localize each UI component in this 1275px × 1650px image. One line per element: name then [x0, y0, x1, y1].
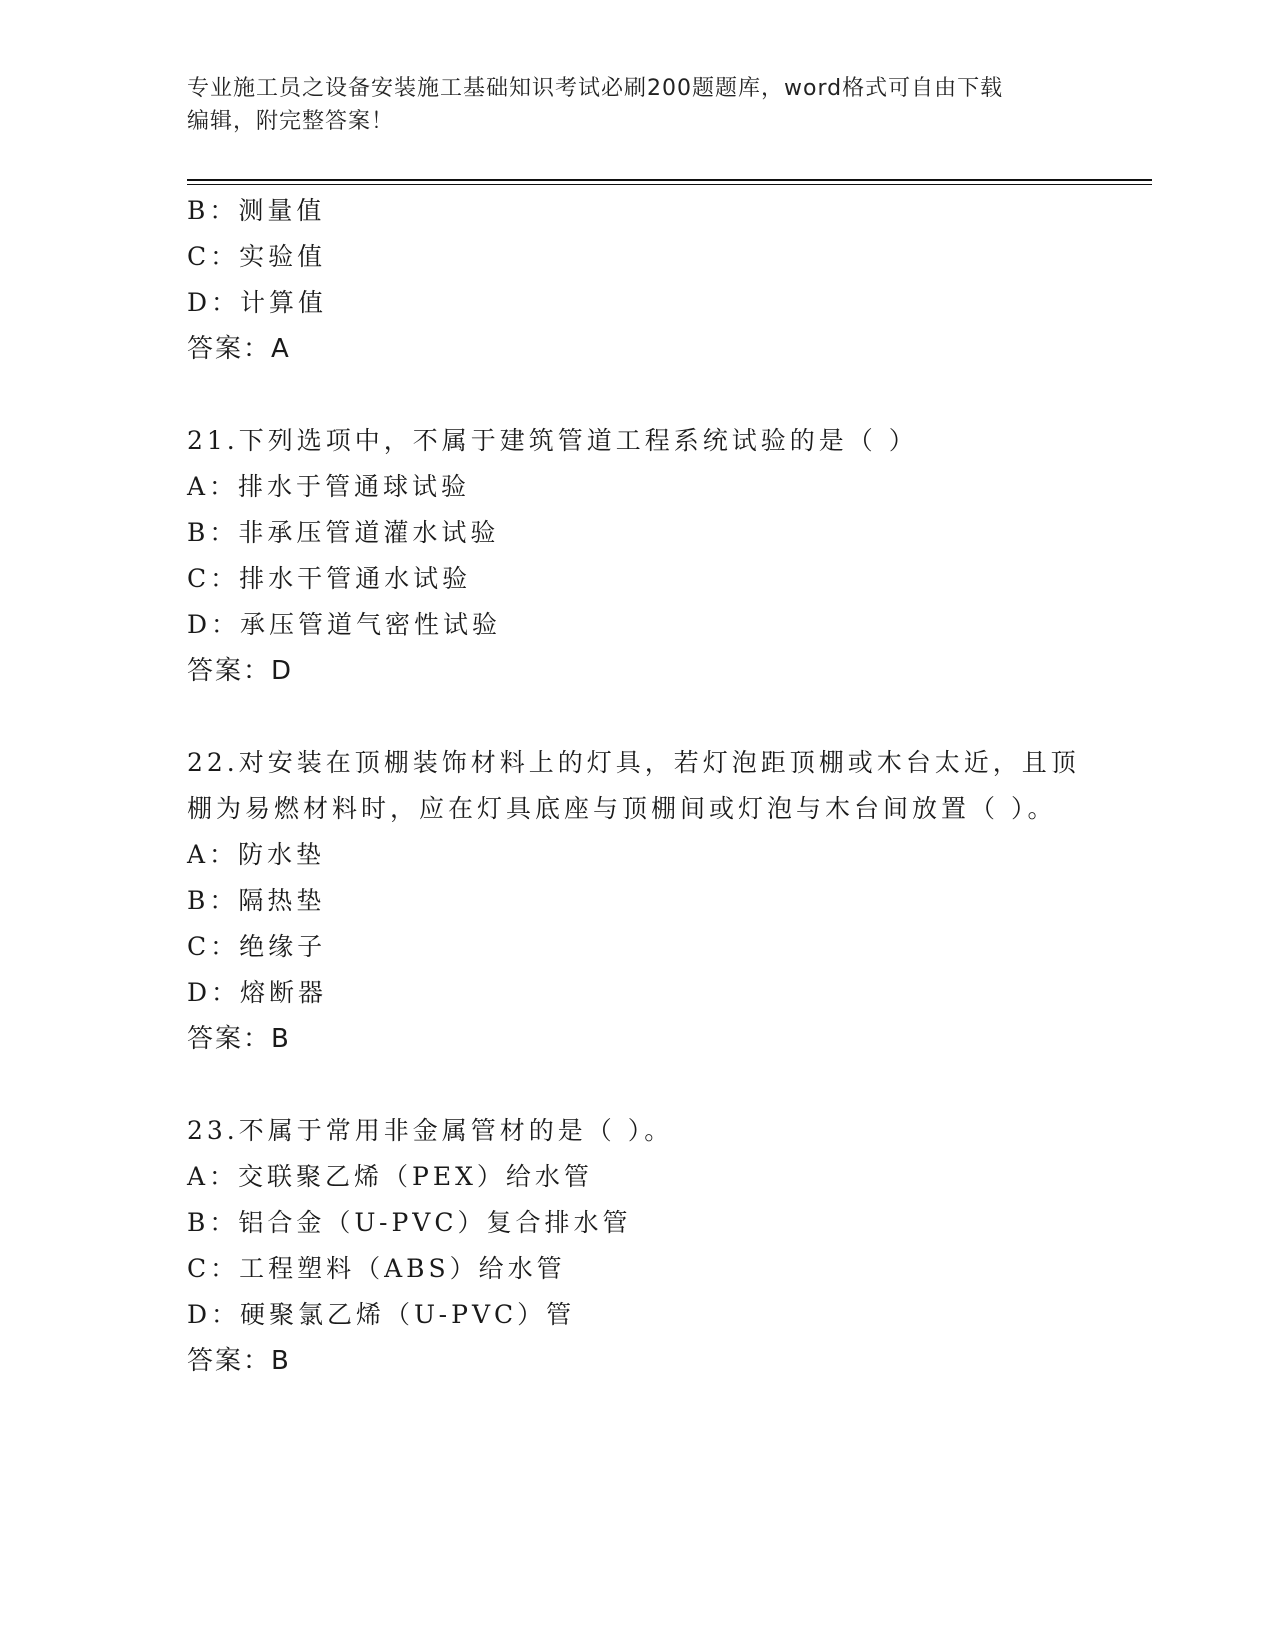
spacer	[187, 1062, 1087, 1108]
header-divider-thick	[187, 179, 1152, 181]
option-b: B：铝合金（U-PVC）复合排水管	[187, 1208, 632, 1237]
answer-label: 答案：A	[187, 334, 291, 364]
header-divider-thin	[187, 184, 1152, 185]
option-d: D：熔断器	[187, 978, 328, 1007]
answer-label: 答案：B	[187, 1346, 291, 1376]
option-c: C：绝缘子	[187, 932, 327, 961]
option-a: A：防水垫	[187, 840, 326, 869]
answer-label: 答案：B	[187, 1024, 291, 1054]
option-b: B：非承压管道灌水试验	[187, 518, 500, 547]
question-text-line-2: 棚为易燃材料时，应在灯具底座与顶棚间或灯泡与木台间放置（ ）。	[187, 794, 1057, 823]
question-text-line-1: 22.对安装在顶棚装饰材料上的灯具，若灯泡距顶棚或木台太近，且顶	[187, 748, 1080, 777]
question-text: 23.不属于常用非金属管材的是（ ）。	[187, 1116, 674, 1145]
spacer	[187, 694, 1087, 740]
option-a: A：排水于管通球试验	[187, 472, 471, 501]
answer-label: 答案：D	[187, 656, 294, 686]
option-b: B：隔热垫	[187, 886, 326, 915]
question-text: 21.下列选项中，不属于建筑管道工程系统试验的是（ ）	[187, 426, 918, 455]
question-21	[187, 418, 1087, 694]
document-header	[187, 72, 1087, 138]
option-b: B：测量值	[187, 196, 326, 225]
question-20-continued	[187, 188, 1087, 372]
option-d: D：计算值	[187, 288, 328, 317]
option-c: C：排水干管通水试验	[187, 564, 472, 593]
option-c: C：工程塑料（ABS）给水管	[187, 1254, 566, 1283]
option-d: D：承压管道气密性试验	[187, 610, 502, 639]
option-c: C：实验值	[187, 242, 327, 271]
option-a: A：交联聚乙烯（PEX）给水管	[187, 1162, 593, 1191]
spacer	[187, 372, 1087, 418]
option-d: D：硬聚氯乙烯（U-PVC）管	[187, 1300, 576, 1329]
header-title-line-1: 专业施工员之设备安装施工基础知识考试必刷200题题库，word格式可自由下载	[187, 76, 1004, 101]
question-23	[187, 1108, 1087, 1384]
header-title-line-2: 编辑，附完整答案！	[187, 109, 395, 134]
question-22	[187, 740, 1087, 1062]
question-list	[187, 188, 1087, 1384]
